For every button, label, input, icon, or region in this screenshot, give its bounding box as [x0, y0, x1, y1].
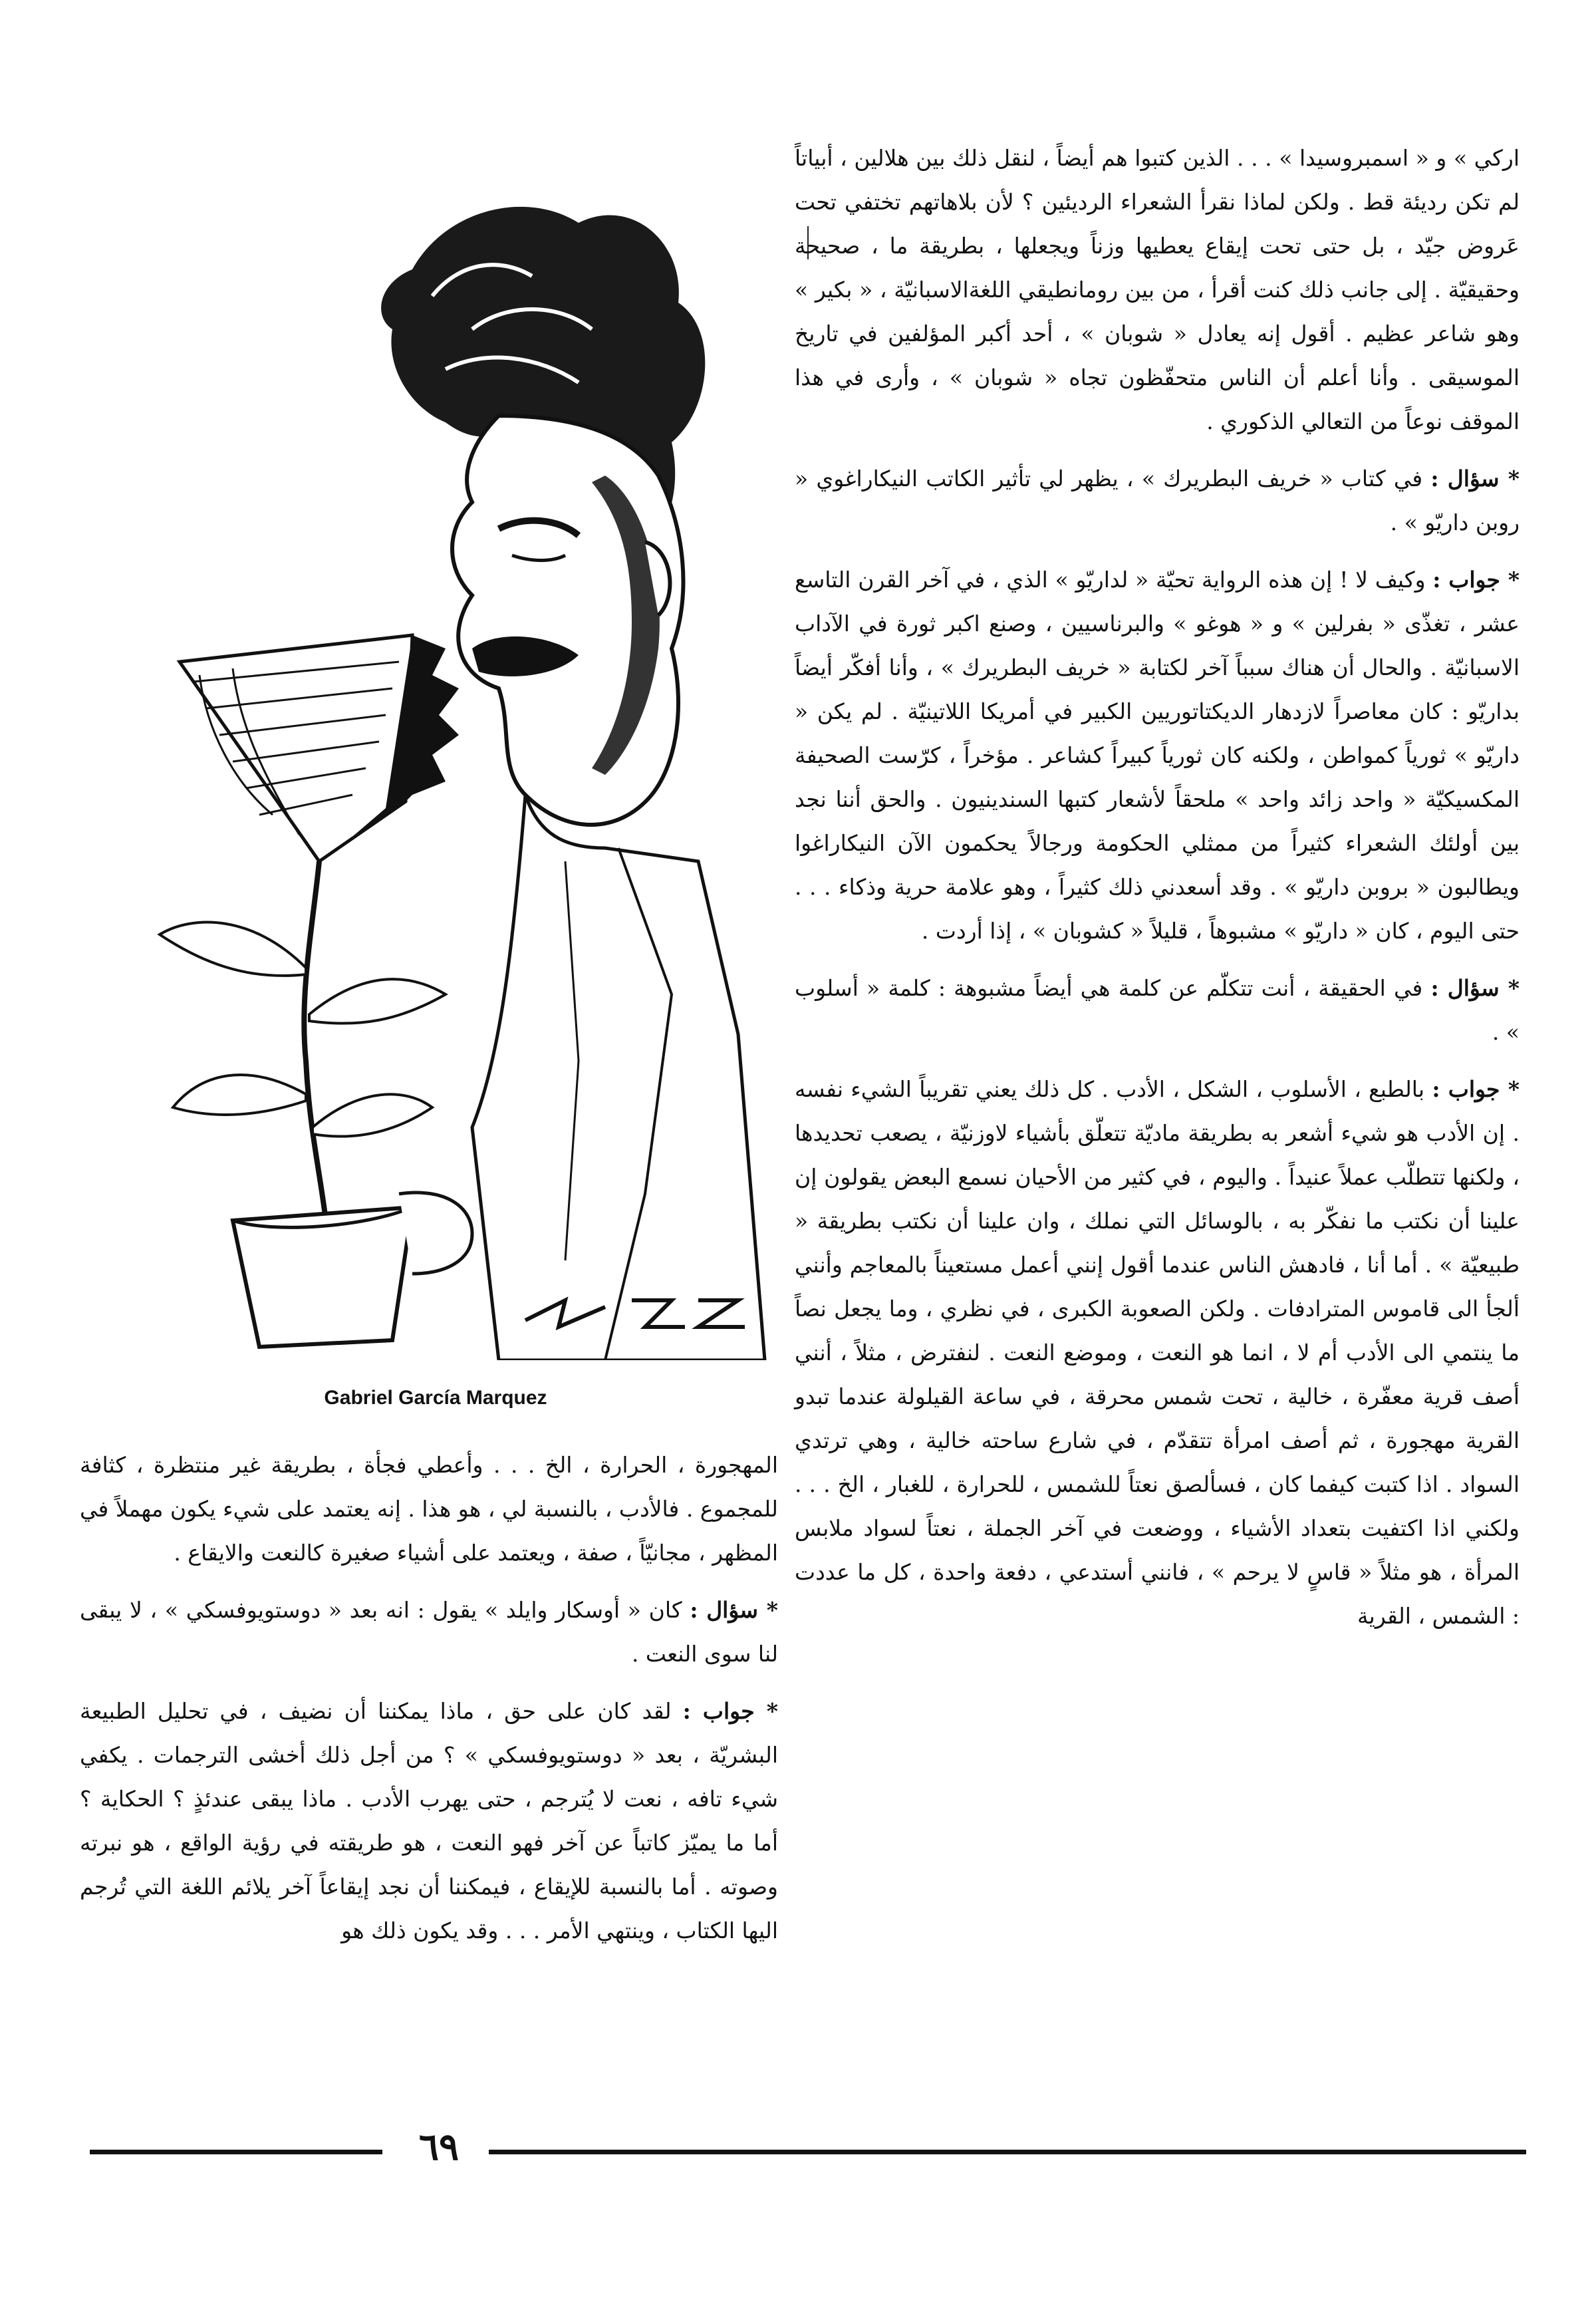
illustration-caption: Gabriel García Marquez [324, 1387, 547, 1409]
left-text-column [80, 1443, 778, 1966]
flower-stem [304, 861, 326, 1221]
caricature-illustration [100, 130, 771, 1360]
footer-rule-left [90, 2150, 382, 2154]
caricature-jacket [472, 795, 765, 1360]
question-paragraph: * سؤال : كان « أوسكار وايلد » يقول : انه بعد « دوستويوفسكي » ، لا يبقى لنا سوى النعت . [80, 1597, 778, 1667]
answer-paragraph: * جواب : وكيف لا ! إن هذه الرواية تحيّة « لداريّو » الذي ، في آخر القرن التاسع عشر ، تغذّى « بفرلين » و « هوغو » والبرناسيين ، وصنع اكبر ثورة في الآداب الاسبانيّة . والحال أن هناك سبباً آخر لكتابة « خريف البطريرك » ، وأنا أفكّر أيضاً بداريّو : كان معاصراً لازدهار الديكتاتوريين الكبير في أمريكا اللاتينيّة . لم يكن « داريّو » ثورياً كمواطن ، ولكنه كان ثورياً كبيراً كشاعر . مؤخراً ، كرّست الصحيفة المكسيكيّة « واحد زائد واحد » ملحقاً لأشعار كتبها السندينيون . والحق أننا نجد بين أولئك الشعراء كثيراً من ممثلي الحكومة ورجالاً يحكمون الآن النيكاراغوا ويطالبون « بروبن داريّو » . وقد أسعدني ذلك كثيراً ، وهو علامة حرية وذكاء . . . حتى اليوم ، كان « داريّو » مشبوهاً ، قليلاً « كشوبان » ، إذا أردت . [795, 567, 1520, 944]
question-paragraph: * سؤال : في كتاب « خريف البطريرك » ، يظهر لي تأثير الكاتب النيكاراغوي « روبن داريّو » . [795, 466, 1520, 535]
right-text-column [795, 136, 1520, 1652]
flower-pot [233, 1207, 412, 1347]
paragraph: اركي » و « اسمبروسيدا » . . . الذين كتبوا هم أيضاً ، لنقل ذلك بين هلالين ، أبياتاً لم تكن رديئة قط . ولكن لماذا نقرأ الشعراء الرديئين ؟ لأن بلاهاتهم تختفي تحت عَروض جيّد ، بل حتى تحت إيقاع يعطيها وزناً ويجعلها ، بطريقة ما ، صحيحة وحقيقيّة . إلى جانب ذلك كنت أقرأ ، من بين رومانطيقي اللغةالاسبانيّة ، « بكير » وهو شاعر عظيم . أقول إنه يعادل « شوبان » ، أحد أكبر المؤلفين في تاريخ الموسيقى . وأنا أعلم أن الناس متحفّظون تجاه « شوبان » ، وأرى في هذا الموقف نوعاً من التعالي الذكوري . [795, 145, 1520, 434]
answer-paragraph: * جواب : بالطبع ، الأسلوب ، الشكل ، الأدب . كل ذلك يعني تقريباً الشيء نفسه . إن الأدب هو شيء أشعر به بطريقة ماديّة تتعلّق بأشياء لاوزنيّة ، يصعب تحديدها ، ولكنها تتطلّب عملاً عنيداً . واليوم ، في كثير من الأحيان نسمع البعض يقولون إن علينا أن نكتب ما نفكّر به ، بالوسائل التي نملك ، وان علينا أن نكتب بطريقة « طبيعيّة » . أما أنا ، فادهش الناس عندما أقول إنني أعمل مستعيناً بالمعاجم وأنني ألجأ الى قاموس المترادفات . ولكن الصعوبة الكبرى ، في نظري ، وما يجعل نصاً ما ينتمي الى الأدب أم لا ، انما هو النعت ، وموضع النعت . لنفترض ، مثلاً ، أنني أصف قرية معفّرة ، خالية ، تحت شمس محرقة ، في ساعة القيلولة عندما تبدو القرية مهجورة ، ثم أصف امرأة تتقدّم ، في شارع ساحته خالية ، وهي ترتدي السواد . اذا كتبت كيفما كان ، فسألصق نعتاً للشمس ، للحرارة ، للغبار ، الخ . . . ولكني اذا اكتفيت بتعداد الأشياء ، ووضعت في آخر الجملة ، نعتاً لسواد ملابس المرأة ، هو مثلاً « قاسٍ لا يرحم » ، فانني أستدعي ، دفعة واحدة ، كل ما عددت : الشمس ، القرية [795, 1076, 1520, 1629]
footer-rule-right [489, 2150, 1526, 2154]
book-flower [160, 635, 459, 1221]
question-paragraph: * سؤال : في الحقيقة ، أنت تتكلّم عن كلمة هي أيضاً مشبوهة : كلمة « أسلوب » . [795, 975, 1520, 1045]
page-number: ٦٩ [418, 2125, 460, 2169]
paragraph: المهجورة ، الحرارة ، الخ . . . وأعطي فجأة ، بطريقة غير منتظرة ، كثافة للمجموع . فالأدب ، بالنسبة لي ، هو هذا . إنه يعتمد على شيء يكون مهملاً في المظهر ، مجانيّاً ، صفة ، ويعتمد على أشياء صغيرة كالنعت والايقاع . [80, 1452, 778, 1566]
answer-paragraph: * جواب : لقد كان على حق ، ماذا يمكننا أن نضيف ، في تحليل الطبيعة البشريّة ، بعد « دوستويوفسكي » ؟ من أجل ذلك أخشى الترجمات . يكفي شيء تافه ، نعت لا يُترجم ، حتى يهرب الأدب . ماذا يبقى عندئذٍ ؟ الحكاية ؟ أما ما يميّز كاتباً عن آخر فهو النعت ، هو طريقته في رؤية الواقع ، هو نبرته وصوته . أما بالنسبة للإيقاع ، فيمكننا أن نجد إيقاعاً آخر يلائم اللغة التي تُرجم اليها الكتاب ، وينتهي الأمر . . . وقد يكون ذلك هو [80, 1698, 778, 1943]
